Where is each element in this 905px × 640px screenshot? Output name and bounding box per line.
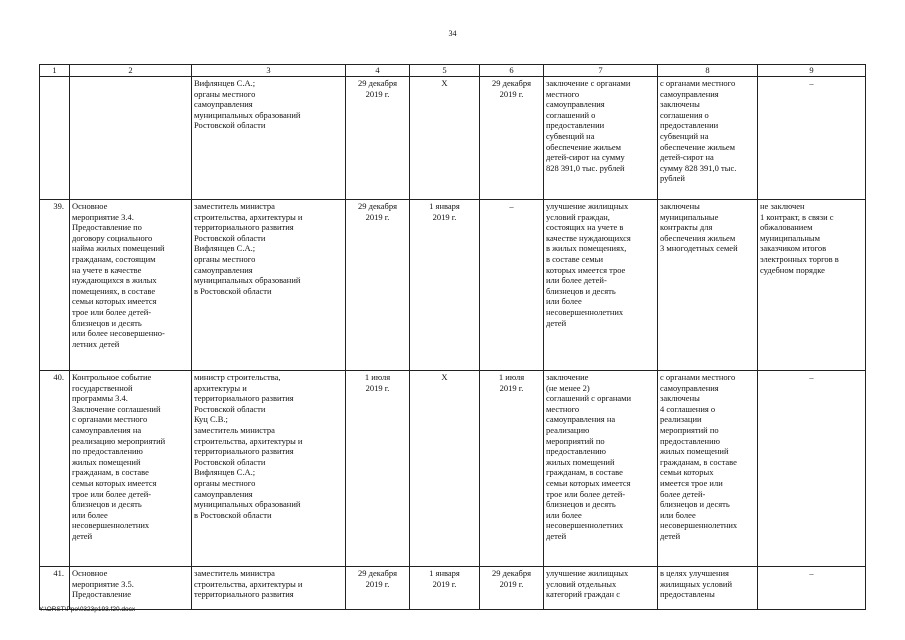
column-header: 1 xyxy=(40,65,70,77)
planned-date-cell: 1 июля 2019 г. xyxy=(346,371,410,567)
table-row xyxy=(40,200,866,371)
table-row xyxy=(40,567,866,610)
planned-date-cell: 29 декабря 2019 г. xyxy=(346,200,410,371)
table-row xyxy=(40,77,866,200)
column-header: 4 xyxy=(346,65,410,77)
responsible-cell: заместитель министра строительства, архитектуры и территориального развития Ростовской области Вифлянцев С.А.; органы местного самоуправления муниципальных образований в Ростовской области xyxy=(192,200,346,371)
planned-date-cell: 29 декабря 2019 г. xyxy=(346,77,410,200)
column-header: 7 xyxy=(544,65,658,77)
row-number-cell: 40. xyxy=(40,371,70,567)
measure-name-cell xyxy=(70,77,192,200)
end-date-cell: 29 декабря 2019 г. xyxy=(480,77,544,200)
responsible-cell: министр строительства, архитектуры и территориального развития Ростовской области Куц С.В.; заместитель министра строительства, архитектуры и территориального развития Ростовской области Вифлянцев С.А.; органы местного самоуправления муниципальных образований в Ростовской области xyxy=(192,371,346,567)
column-header: 9 xyxy=(758,65,866,77)
actual-result-cell: с органами местного самоуправления заключены 4 соглашения о реализации мероприятий по предоставлению жилых помещений гражданам, в составе семьи которых имеется трое или более детей- близнецов и десять или более несовершеннолетних детей xyxy=(658,371,758,567)
row-number-cell: 41. xyxy=(40,567,70,610)
start-date-cell: 1 января 2019 г. xyxy=(410,567,480,610)
measure-name-cell: Основное мероприятие 3.4. Предоставление по договору социального найма жилых помещений гражданам, состоящим на учете в качестве нуждающихся в жилых помещениях, в составе семьи которых имеется трое или более детей- близнецов и десять или более несовершенно- летних детей xyxy=(70,200,192,371)
column-header: 6 xyxy=(480,65,544,77)
actual-result-cell: с органами местного самоуправления заключены соглашения о предоставлении субвенций на обеспечение жильем детей-сирот на сумму 828 391,0 тыс. рублей xyxy=(658,77,758,200)
planned-result-cell: улучшение жилищных условий граждан, состоящих на учете в качестве нуждающихся в жилых помещениях, в составе семьи которых имеется трое или более детей- близнецов и десять или более несовершеннолетних детей xyxy=(544,200,658,371)
end-date-cell: – xyxy=(480,200,544,371)
row-number-cell xyxy=(40,77,70,200)
measure-name-cell: Контрольное событие государственной программы 3.4. Заключение соглашений с органами местного самоуправления на реализацию мероприятий по предоставлению жилых помещений гражданам, в составе семьи которых имеется трое или более детей- близнецов и десять или более несовершеннолетних детей xyxy=(70,371,192,567)
end-date-cell: 29 декабря 2019 г. xyxy=(480,567,544,610)
planned-result-cell: заключение с органами местного самоуправления соглашений о предоставлении субвенций на обеспечение жильем детей-сирот на сумму 828 391,0 тыс. рублей xyxy=(544,77,658,200)
column-header: 2 xyxy=(70,65,192,77)
actual-result-cell: заключены муниципальные контракты для обеспечения жильем 3 многодетных семей xyxy=(658,200,758,371)
table-header-row xyxy=(40,65,866,77)
column-header: 8 xyxy=(658,65,758,77)
end-date-cell: 1 июля 2019 г. xyxy=(480,371,544,567)
planned-result-cell: улучшение жилищных условий отдельных категорий граждан с xyxy=(544,567,658,610)
problems-cell: – xyxy=(758,371,866,567)
problems-cell: – xyxy=(758,567,866,610)
table-row xyxy=(40,371,866,567)
measure-name-cell: Основное мероприятие 3.5. Предоставление xyxy=(70,567,192,610)
footer-file-path: Y:\ORST\Ppo\0323p193.f20.docx xyxy=(39,606,136,613)
page-number: 34 xyxy=(448,29,457,38)
problems-cell: не заключен 1 контракт, в связи с обжалованием муниципальным заказчиком итогов электронных торгов в судебном порядке xyxy=(758,200,866,371)
planned-result-cell: заключение (не менее 2) соглашений с органами местного самоуправления на реализацию мероприятий по предоставлению жилых помещений гражданам, в составе семьи которых имеется трое или более детей- близнецов и десять или более несовершеннолетних детей xyxy=(544,371,658,567)
responsible-cell: Вифлянцев С.А.; органы местного самоуправления муниципальных образований Ростовской области xyxy=(192,77,346,200)
start-date-cell: Х xyxy=(410,371,480,567)
row-number-cell: 39. xyxy=(40,200,70,371)
responsible-cell: заместитель министра строительства, архитектуры и территориального развития xyxy=(192,567,346,610)
report-table xyxy=(39,64,866,610)
actual-result-cell: в целях улучшения жилищных условий предоставлены xyxy=(658,567,758,610)
column-header: 3 xyxy=(192,65,346,77)
column-header: 5 xyxy=(410,65,480,77)
start-date-cell: 1 января 2019 г. xyxy=(410,200,480,371)
planned-date-cell: 29 декабря 2019 г. xyxy=(346,567,410,610)
problems-cell: – xyxy=(758,77,866,200)
start-date-cell: Х xyxy=(410,77,480,200)
